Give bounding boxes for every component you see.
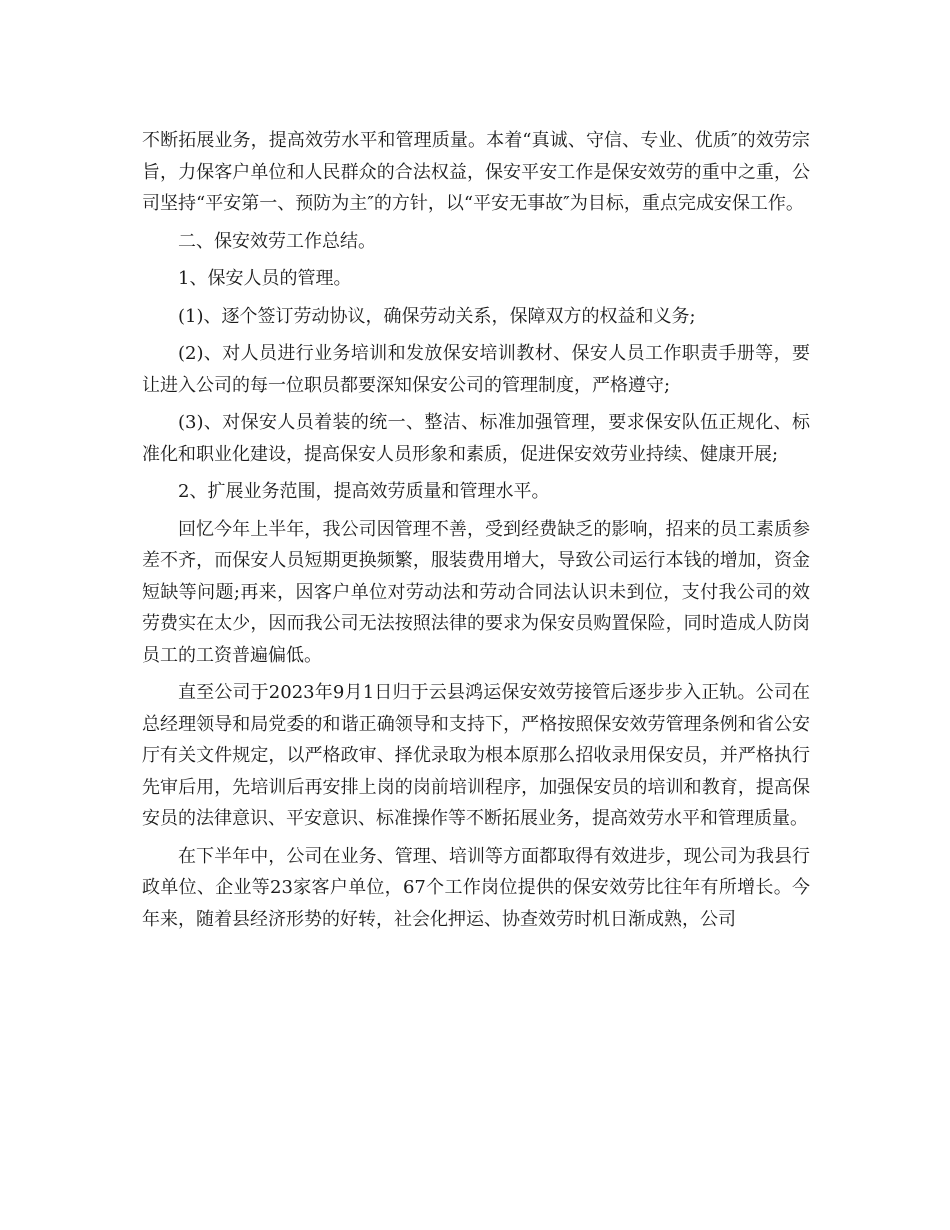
list-item-uniform: (3)、对保安人员着装的统一、整洁、标准加强管理，要求保安队伍正规化、标准化和职业化建设，提高保安人员形象和素质，促进保安效劳业持续、健康开展; — [142, 412, 810, 465]
list-item-labor-agreement: (1)、逐个签订劳动协议，确保劳动关系，保障双方的权益和义务; — [178, 305, 696, 327]
subheading-personnel-management: 1、保安人员的管理。 — [178, 268, 352, 289]
paragraph-second-half: 在下半年中，公司在业务、管理、培训等方面都取得有效进步，现公司为我县行政单位、企业等23家客户单位，67个工作岗位提供的保安效劳比往年有所增长。今年来，随着县经济形势的好转，社会化押运、协查效劳时机日渐成熟，公司 — [142, 845, 810, 930]
paragraph-continuation: 不断拓展业务，提高效劳水平和管理质量。本着“真诚、守信、专业、优质″的效劳宗旨，力保客户单位和人民群众的合法权益，保安平安工作是保安效劳的重中之重，公司坚持“平安第一、预防为主″的方针，以“平安无事故″为目标，重点完成安保工作。 — [142, 130, 810, 214]
section-heading-summary: 二、保安效劳工作总结。 — [178, 230, 376, 252]
paragraph-first-half-review: 回忆今年上半年，我公司因管理不善，受到经费缺乏的影响，招来的员工素质参差不齐，而保安人员短期更换频繁，服装费用增大，导致公司运行本钱的增加，资金短缺等问题;再来，因客户单位对劳动法和劳动合同法认识未到位，支付我公司的效劳费实在太少，因而我公司无法按照法律的要求为保安员购置保险，同时造成人防岗员工的工资普遍偏低。 — [142, 518, 810, 666]
paragraph-takeover: 直至公司于2023年9月1日归于云县鸿运保安效劳接管后逐步步入正轨。公司在总经理领导和局党委的和谐正确领导和支持下，严格按照保安效劳管理条例和省公安厅有关文件规定，以严格政审、择优录取为根本原那么招收录用保安员，并严格执行先审后用，先培训后再安排上岗的岗前培训程序，加强保安员的培训和教育，提高保安员的法律意识、平安意识、标准操作等不断拓展业务，提高效劳水平和管理质量。 — [142, 682, 810, 829]
document-page — [142, 125, 810, 941]
subheading-business-expansion: 2、扩展业务范围，提高效劳质量和管理水平。 — [178, 481, 550, 502]
list-item-training: (2)、对人员进行业务培训和发放保安培训教材、保安人员工作职责手册等，要让进入公司的每一位职员都要深知保安公司的管理制度，严格遵守; — [142, 343, 810, 396]
